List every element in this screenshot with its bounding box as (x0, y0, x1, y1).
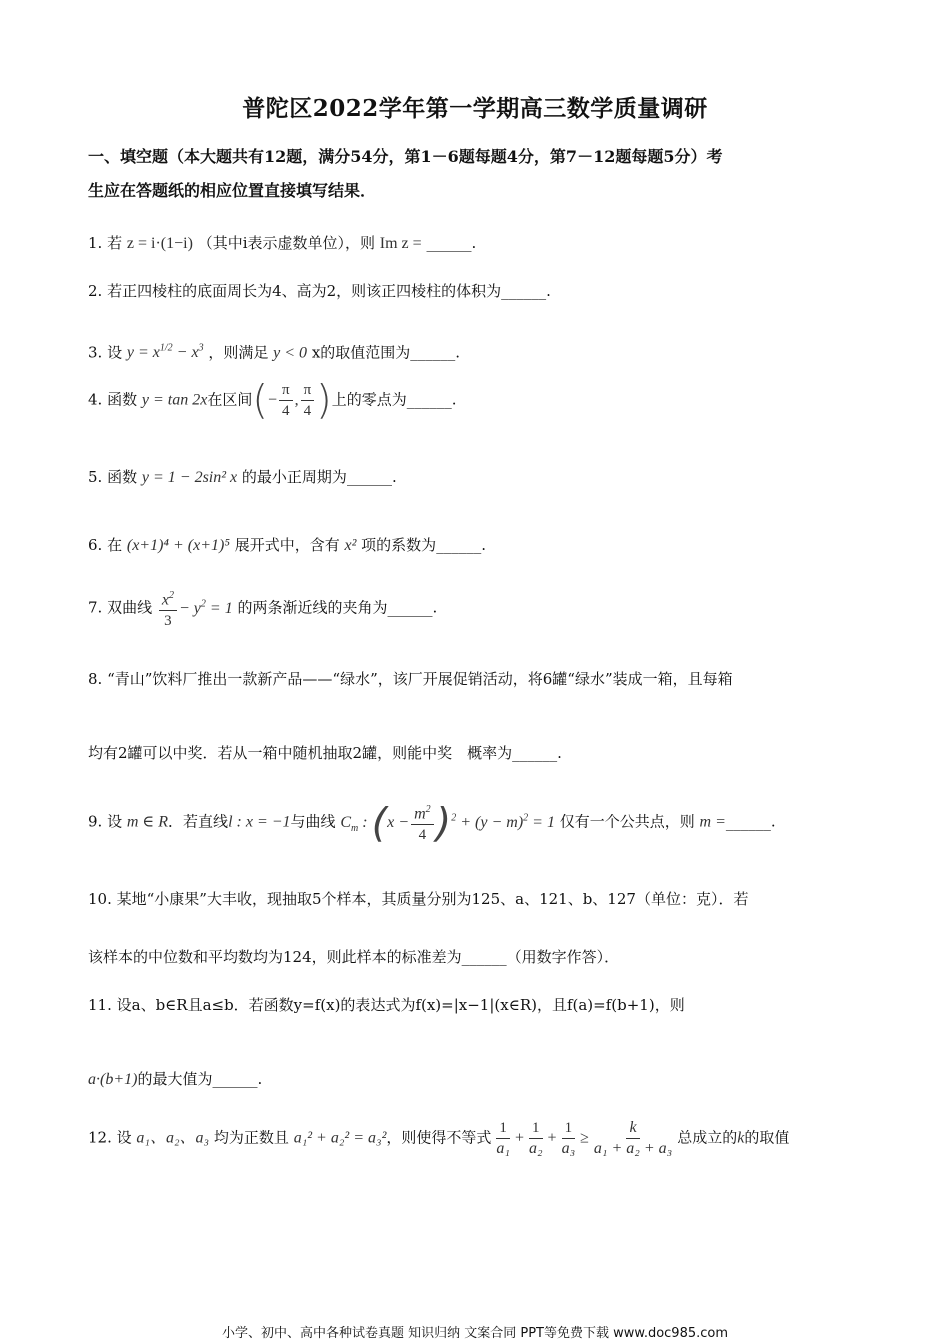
q3-text-b: ，则满足 (208, 343, 269, 362)
q6-text-b: 展开式中，含有 (234, 536, 340, 554)
q6-text-a: 6. 在 (88, 536, 123, 554)
q11-math-product: a·(b+1) (88, 1071, 138, 1088)
q3-text-a: 3. 设 (88, 343, 123, 362)
answer-blank: ______ (461, 948, 507, 966)
question-2 (88, 280, 551, 302)
q9-math-answer: m = (699, 813, 726, 831)
question-7 (88, 586, 437, 631)
answer-blank: ______ (346, 468, 392, 486)
q4-text-a: 4. 函数 (88, 390, 138, 409)
q12-plus-2: + (547, 1129, 557, 1147)
q4-interval: − (267, 391, 277, 409)
q1-text-b: （其中i表示虚数单位），则 (197, 234, 375, 252)
q9-frac: $\frac{m^2}{4}$ (411, 800, 434, 845)
q9-text-d: 仅有一个公共点，则 (559, 812, 695, 831)
q4-text-c: 上的零点为 (331, 390, 407, 409)
answer-blank: ______ (410, 343, 456, 362)
q9-math-curve: $C_m$ : (x − (340, 799, 410, 846)
q12-text-a: 12. 设 (88, 1128, 132, 1147)
q12-text-d: 总成立的 (677, 1128, 738, 1147)
q5-text-b: 的最小正周期为 (241, 468, 347, 486)
q9-math-m: m ∈ R (126, 813, 169, 831)
q3-text-c: x的取值范围为 (311, 343, 411, 362)
q4-frac-left: $\frac{\pi}{4}$ (279, 380, 293, 421)
q12-frac-3: $\frac{1}{\text{a₃}}$ (561, 1120, 576, 1157)
q6-math-expression: (x+1)⁴ + (x+1)⁵ (126, 537, 230, 554)
section-heading-line1: 一、填空题（本大题共有12题，满分54分，第1－6题每题4分，第7－12题每题5分）考 (88, 147, 723, 166)
question-10-line1: 10. 某地“小康果”大丰收，现抽取5个样本，其质量分别为125、a、121、b、127（单位：克）．若 (88, 890, 749, 908)
q9-end: . (770, 812, 776, 831)
q12-text-b: 均为正数且 (213, 1128, 289, 1147)
q9-text-a: 9. 设 (88, 812, 123, 831)
question-12 (88, 1118, 789, 1159)
q12-math-vars: a₁、a₂、a₃ (136, 1129, 210, 1147)
question-8-line2 (88, 742, 562, 764)
q1-end: . (471, 234, 477, 252)
question-3 (88, 338, 460, 364)
left-paren: ( (252, 377, 268, 424)
question-4 (88, 377, 457, 424)
q6-math-term: x² (344, 537, 357, 554)
answer-blank: ______ (406, 390, 452, 409)
q2-end: . (546, 282, 551, 300)
question-10-line2 (88, 946, 619, 968)
q10-text-b: （用数字作答）． (506, 948, 620, 966)
q12-math-condition: a₁² + a₂² = a₃² (293, 1129, 387, 1147)
q12-frac-1: $\frac{1}{\text{a₁}}$ (496, 1120, 510, 1157)
q4-frac-right: $\frac{\pi}{4}$ (301, 380, 315, 421)
q9-math-curve-rest: )$^2 + (y - m)^2 = 1$ (435, 799, 555, 846)
page-footer: 小学、初中、高中各种试卷真题 知识归纳 文案合同 PPT等免费下载 www.doc985.com (221, 1326, 729, 1341)
answer-blank: ______ (436, 536, 482, 554)
q11-end: . (257, 1070, 263, 1088)
q4-text-b: 在区间 (207, 390, 253, 409)
q11-text: 的最大值为 (137, 1070, 213, 1088)
question-11-line2 (88, 1068, 262, 1091)
q12-text-e: 的取值 (744, 1128, 790, 1147)
q4-end: . (451, 390, 457, 409)
q8-end: . (557, 744, 562, 762)
q7-text-a: 7. 双曲线 (88, 598, 153, 617)
q3-end: . (455, 343, 461, 362)
q1-math-z: z = i·(1−i) (126, 235, 193, 252)
q7-end: . (432, 598, 438, 617)
answer-blank: ______ (426, 234, 472, 252)
page-title: 普陀区2022学年第一学期高三数学质量调研 (242, 95, 708, 122)
q12-text-c: ，则使得不等式 (386, 1128, 492, 1147)
q5-math-function: y = 1 − 2sin² x (141, 469, 238, 486)
question-9 (88, 800, 776, 845)
question-8-line1: 8. “青山”饮料厂推出一款新产品——“绿水”，该厂开展促销活动，将6罐“绿水”装成一箱，且每箱 (88, 670, 733, 688)
q1-math-imz: Im z = (379, 235, 422, 252)
q12-frac-k: $\frac{k}{\text{a₁ + a₂ + a₃}}$ (593, 1119, 673, 1157)
q3-math-condition: y < 0 (273, 344, 308, 362)
q9-math-line: l : x = −1 (228, 813, 291, 831)
q12-plus-1: + (514, 1129, 524, 1147)
q12-geq: ≥ (580, 1129, 589, 1147)
section-heading-line2: 生应在答题纸的相应位置直接填写结果． (88, 181, 377, 200)
q12-math-k: k (737, 1129, 745, 1147)
q8-text: 均有2罐可以中奖．若从一箱中随机抽取2罐，则能中奖 概率为 (88, 744, 513, 762)
answer-blank: ______ (725, 812, 771, 831)
q5-text-a: 5. 函数 (88, 468, 138, 486)
q4-math-function: y = tan 2x (141, 391, 208, 409)
q4-comma: , (294, 391, 299, 409)
q2-text: 2. 若正四棱柱的底面周长为4、高为2，则该正四棱柱的体积为 (88, 282, 502, 300)
q12-frac-2: $\frac{1}{\text{a₂}}$ (528, 1120, 543, 1157)
section-heading (88, 140, 868, 208)
answer-blank: ______ (387, 598, 433, 617)
q5-end: . (391, 468, 397, 486)
answer-blank: ______ (512, 744, 558, 762)
question-6 (88, 534, 486, 557)
answer-blank: ______ (212, 1070, 258, 1088)
q7-text-b: 的两条渐近线的夹角为 (237, 598, 388, 617)
q3-math-function: $y = x^{1/2} - x^3$ (126, 343, 204, 362)
q10-text-a: 该样本的中位数和平均数均为124，则此样本的标准差为 (88, 948, 462, 966)
question-11-line1: 11. 设a、b∈R且a≤b．若函数y=f(x)的表达式为f(x)=|x−1|(x∈R)，且f(a)=f(b+1)，则 (88, 996, 685, 1014)
question-5 (88, 466, 397, 489)
question-1 (88, 232, 476, 255)
q6-end: . (481, 536, 486, 554)
q9-text-c: 与曲线 (290, 812, 336, 831)
q9-text-b: ．若直线 (168, 812, 229, 831)
answer-blank: ______ (501, 282, 547, 300)
q7-math-rest: − $y^2 = 1$ (178, 598, 233, 617)
right-paren: ) (316, 377, 332, 424)
q6-text-c: 项的系数为 (361, 536, 437, 554)
q7-frac: $\frac{x^2}{3}$ (159, 586, 177, 631)
q1-text-a: 1. 若 (88, 234, 123, 252)
